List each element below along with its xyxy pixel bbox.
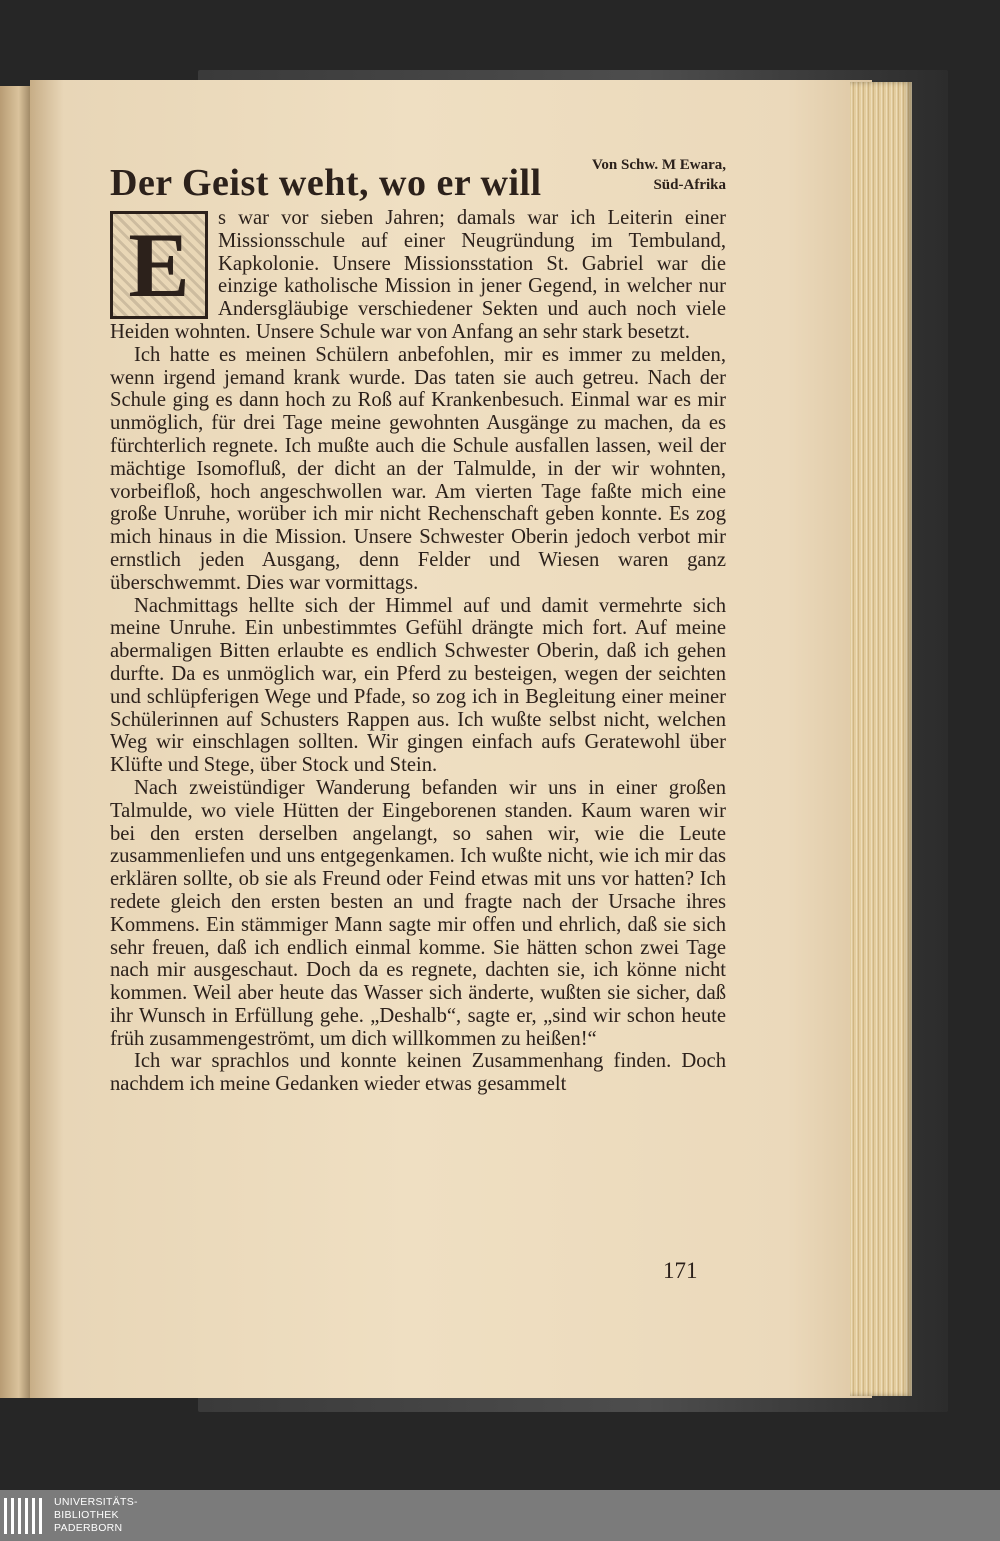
paragraph: s war vor sieben Jahren; damals war ich Leiterin einer Missionsschule auf einer Neugründung im Tembuland, Kapkolonie. Unsere Missionsstation St. Gabriel war die einzige katholische Mission in jener Gegend, in welcher nur Andersgläubige verschiedener Sekten und auch noch viele Heiden wohnten. Unsere Schule war von Anfang an sehr stark besetzt. <box>110 207 726 343</box>
paragraph: Ich hatte es meinen Schülern anbefohlen, mir es immer zu melden, wenn irgend jemand krank wurde. Das taten sie auch getreu. Nach der Schule ging es dann hoch zu Roß auf Krankenbesuch. Einmal war es mir unmöglich, für drei Tage meine gewohnten Ausgänge zu machen, da es fürchterlich regnete. Ich mußte auch die Schule ausfallen lassen, weil der mächtige Isomofluß, der dicht an der Talmulde, in der wir wohnten, vorbeifloß, hoch angeschwollen war. Am vierten Tage faßte mich eine große Unruhe, worüber ich mir nicht Rechenschaft geben konnte. Es zog mich hinaus in die Mission. Unsere Schwester Oberin jedoch verbot mir ernstlich jeden Ausgang, denn Felder und Wiesen waren ganz überschwemmt. Dies war vormittags. <box>110 343 726 594</box>
library-logo-icon <box>4 1498 44 1534</box>
page-content <box>110 155 726 1096</box>
paragraph: Nach zweistündiger Wanderung befanden wir uns in einer großen Talmulde, wo viele Hütten der Eingeborenen standen. Kaum waren wir bei den ersten derselben angelangt, so sahen wir, wie die Leute zusammenliefen und uns entgegenkamen. Ich wußte nicht, wie ich mir das erklären sollte, ob sie als Freund oder Feind etwas mit uns vor hatten? Ich redete gleich den ersten besten an und fragte nach der Ursache ihres Kommens. Ein stämmiger Mann sagte mir offen und ehrlich, daß sie sich sehr freuen, daß ich endlich einmal komme. Sie hätten schon zwei Tage nach mir ausgeschaut. Doch da es regnete, dachten sie, ich könne nicht kommen. Weil aber heute das Wasser sich änderte, wußten sie sicher, daß ihr Wunsch in Erfüllung gehe. „Deshalb“, sagte er, „sind wir schon heute früh zusammengeströmt, um dich willkommen zu heißen!“ <box>110 776 726 1050</box>
byline-location: Süd-Afrika <box>653 177 726 193</box>
library-name-line: UNIVERSITÄTS- <box>54 1496 138 1508</box>
library-footer <box>0 1490 1000 1541</box>
paragraph: Ich war sprachlos und konnte keinen Zusammenhang finden. Doch nachdem ich meine Gedanken wieder etwas gesammelt <box>110 1050 726 1096</box>
page-block-edges <box>850 82 912 1396</box>
library-name-line: BIBLIOTHEK <box>54 1509 119 1521</box>
library-name <box>54 1496 138 1535</box>
article-body <box>110 207 726 1096</box>
library-name-line: PADERBORN <box>54 1522 123 1534</box>
ornamental-initial: E <box>110 211 208 319</box>
page-number: 171 <box>663 1258 698 1283</box>
article-title: Der Geist weht, wo er will <box>110 162 542 204</box>
paragraph: Nachmittags hellte sich der Himmel auf und damit vermehrte sich meine Unruhe. Ein unbestimmtes Gefühl drängte mich fort. Auf meine abermaligen Bitten erlaubte es endlich Schwester Oberin, daß ich gehen durfte. Da es unmöglich war, ein Pferd zu besteigen, wegen der seichten und schlüpferigen Wege und Pfade, so zog ich in Begleitung einer meiner Schülerinnen auf Schusters Rappen aus. Ich wußte selbst nicht, welchen Weg wir einschlagen sollten. Wir gingen einfach aufs Geratewohl über Klüfte und Stege, über Stock und Stein. <box>110 594 726 777</box>
left-page-edge <box>0 86 34 1398</box>
byline-author: Von Schw. M Ewara, <box>591 157 726 173</box>
article-header <box>110 155 726 207</box>
article-byline <box>592 155 726 195</box>
